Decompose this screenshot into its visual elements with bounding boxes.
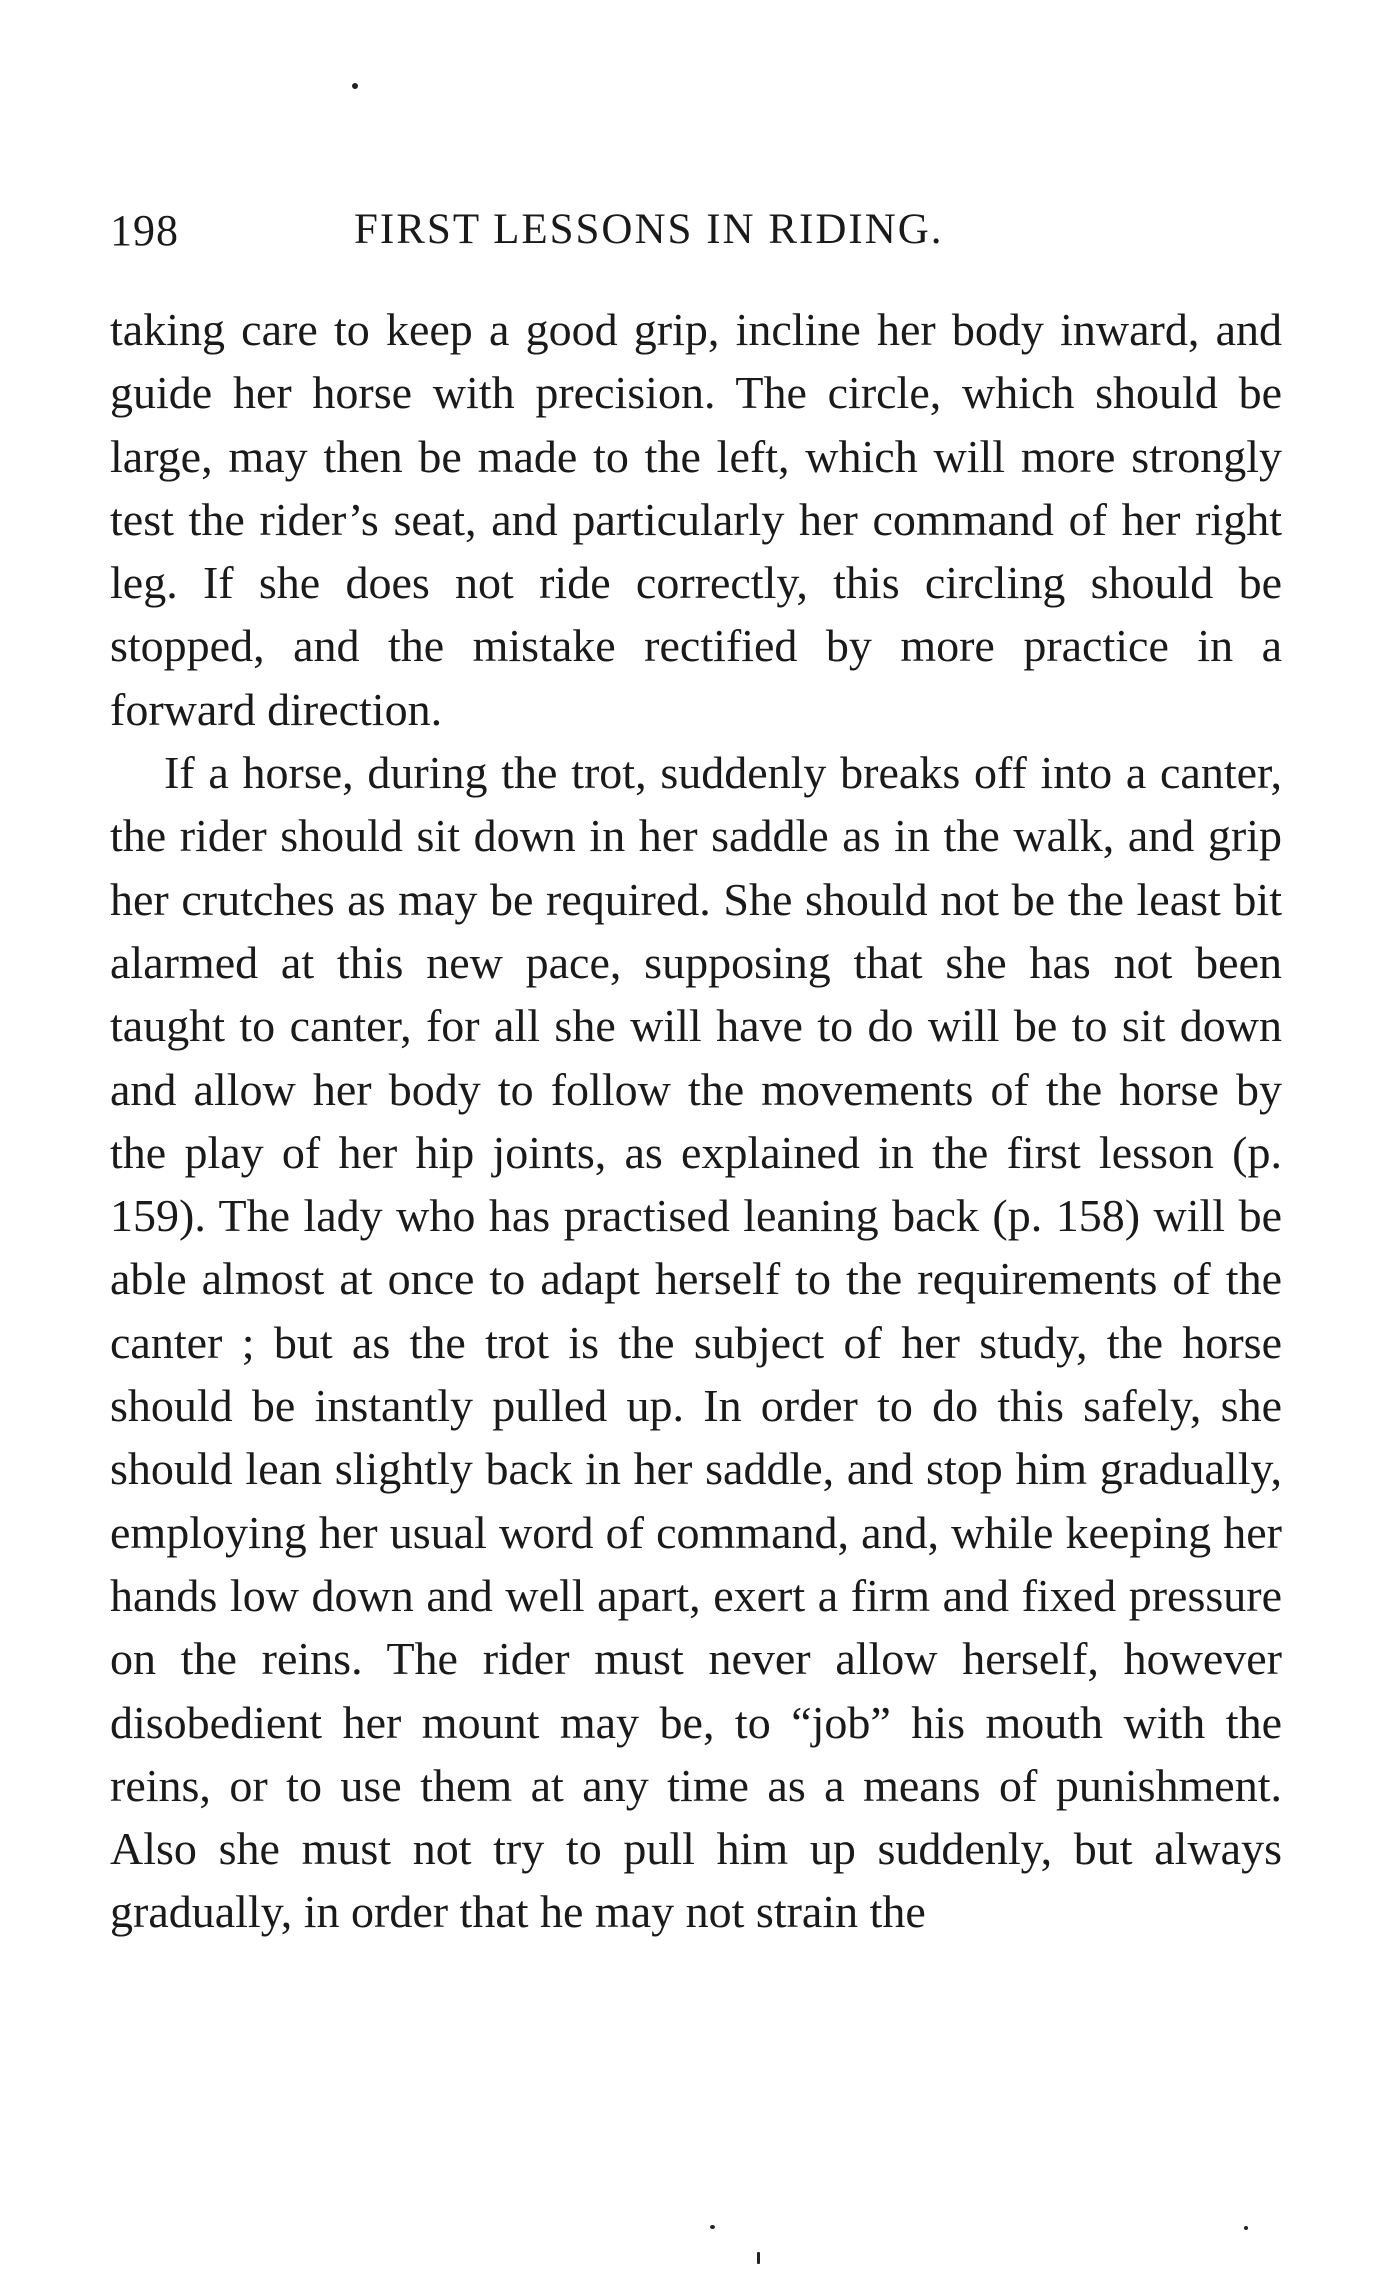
paragraph-1: taking care to keep a good grip, incline her body inward, and guide her horse with precision. The circle, which should be large, may then be made to the left, which will more strongly test the rider’s seat, and particularly her command of her right leg. If she does not ride correctly, this circling should be stopped, and the mistake rectified by more practice in a forward direction. [110,304,1282,735]
speck-mark-bottom-right [1244,2226,1248,2230]
page-number: 198 [110,206,179,255]
speck-mark-bottom-center [757,2252,760,2264]
page-header [110,205,1280,265]
body-text [110,298,1282,1944]
speck-mark-bottom-left [710,2225,715,2229]
paragraph-2: If a horse, during the trot, suddenly breaks off into a canter, the rider should sit down in her saddle as in the walk, and grip her crutches as may be required. She should not be the least bit alarmed at this new pace, supposing that she has not been taught to canter, for all she will have to do will be to sit down and allow her body to follow the movements of the horse by the play of her hip joints, as explained in the first lesson (p. 159). The lady who has practised leaning back (p. 158) will be able almost at once to adapt herself to the requirements of the canter ; but as the trot is the subject of her study, the horse should be instantly pulled up. In order to do this safely, she should lean slightly back in her saddle, and stop him gradually, employing her usual word of command, and, while keeping her hands low down and well apart, exert a firm and fixed pressure on the reins. The rider must never allow herself, however disobedient her mount may be, to “job” his mouth with the reins, or to use them at any time as a means of punishment. Also she must not try to pull him up suddenly, but always gradually, in order that he may not strain the [110,747,1282,1938]
running-title: FIRST LESSONS IN RIDING. [354,206,944,253]
speck-mark-top [352,83,358,89]
